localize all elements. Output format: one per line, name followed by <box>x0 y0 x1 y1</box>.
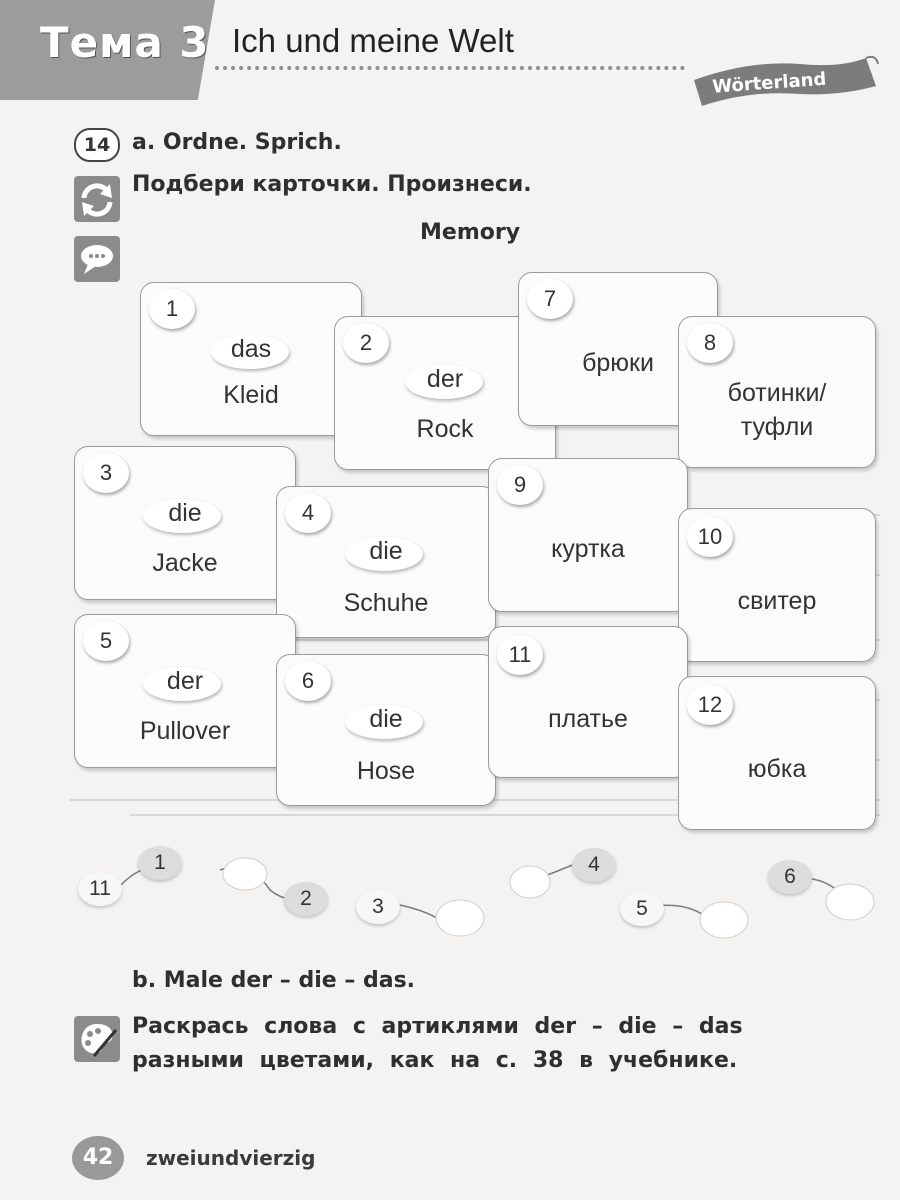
speech-bubble-icon <box>74 236 120 282</box>
memory-card-8[interactable] <box>678 316 876 468</box>
card-number: 1 <box>149 289 195 329</box>
card-number: 10 <box>687 517 733 557</box>
card-number: 12 <box>687 685 733 725</box>
card-word: брюки <box>582 349 654 377</box>
card-number: 2 <box>343 323 389 363</box>
instruction-b-russian-line1: Раскрась слова с артиклями der – die – das <box>132 1014 743 1039</box>
card-article: die <box>369 537 403 565</box>
card-article: das <box>230 335 272 363</box>
bead-label: 4 <box>572 848 616 882</box>
card-noun: Kleid <box>223 381 279 409</box>
memory-card-12[interactable] <box>678 676 876 830</box>
bead-label: 6 <box>768 860 812 894</box>
task-number: 14 <box>74 128 120 162</box>
palette-brush-icon <box>74 1016 120 1062</box>
bead-label: 11 <box>78 872 122 906</box>
page-number-word: zweiundvierzig <box>146 1146 316 1170</box>
card-word: куртка <box>551 535 625 563</box>
bead-label: 2 <box>284 882 328 916</box>
card-article: die <box>168 499 202 527</box>
card-number: 5 <box>83 621 129 661</box>
page-number: 42 <box>72 1136 124 1180</box>
woerterland-text: Wörterland <box>711 68 827 98</box>
card-article: der <box>166 667 204 695</box>
card-article: der <box>426 365 464 393</box>
card-noun: Hose <box>356 757 416 785</box>
memory-card-1[interactable] <box>140 282 362 436</box>
bead-label: 3 <box>356 890 400 924</box>
memory-card-6[interactable] <box>276 654 496 806</box>
card-number: 9 <box>497 465 543 505</box>
card-word-line1: ботинки/ <box>727 379 827 407</box>
refresh-arrows-icon <box>74 176 120 222</box>
card-number: 7 <box>527 279 573 319</box>
memory-card-9[interactable] <box>488 458 688 612</box>
card-noun: Schuhe <box>343 589 429 617</box>
memory-card-11[interactable] <box>488 626 688 778</box>
page-title: Ich und meine Welt <box>232 22 514 59</box>
card-noun: Jacke <box>152 549 218 577</box>
card-number: 8 <box>687 323 733 363</box>
instruction-a-german: a. Ordne. Sprich. <box>132 130 342 155</box>
card-article: die <box>369 705 403 733</box>
memory-title: Memory <box>420 220 521 245</box>
bead-label: 5 <box>620 892 664 926</box>
card-number: 6 <box>285 661 331 701</box>
instruction-b-russian-line2: разными цветами, как на с. 38 в учебнике. <box>132 1048 738 1073</box>
header-dotted-line <box>215 66 685 70</box>
woerterland-banner <box>690 50 880 108</box>
card-word: платье <box>548 705 628 733</box>
memory-card-4[interactable] <box>276 486 496 638</box>
card-word: свитер <box>737 587 817 615</box>
bead-label: 1 <box>138 846 182 880</box>
card-number: 3 <box>83 453 129 493</box>
card-number: 4 <box>285 493 331 533</box>
card-number: 11 <box>497 635 543 675</box>
memory-card-10[interactable] <box>678 508 876 662</box>
card-noun: Rock <box>416 415 474 443</box>
card-word-line2: туфли <box>740 413 814 441</box>
instruction-b-german: b. Male der – die – das. <box>132 968 416 993</box>
bead-strings <box>0 840 900 950</box>
topic-label: Тема 3 <box>40 18 210 67</box>
card-noun: Pullover <box>139 717 231 745</box>
memory-card-5[interactable] <box>74 614 296 768</box>
instruction-a-russian: Подбери карточки. Произнеси. <box>132 172 532 197</box>
card-word: юбка <box>747 755 807 783</box>
memory-card-3[interactable] <box>74 446 296 600</box>
